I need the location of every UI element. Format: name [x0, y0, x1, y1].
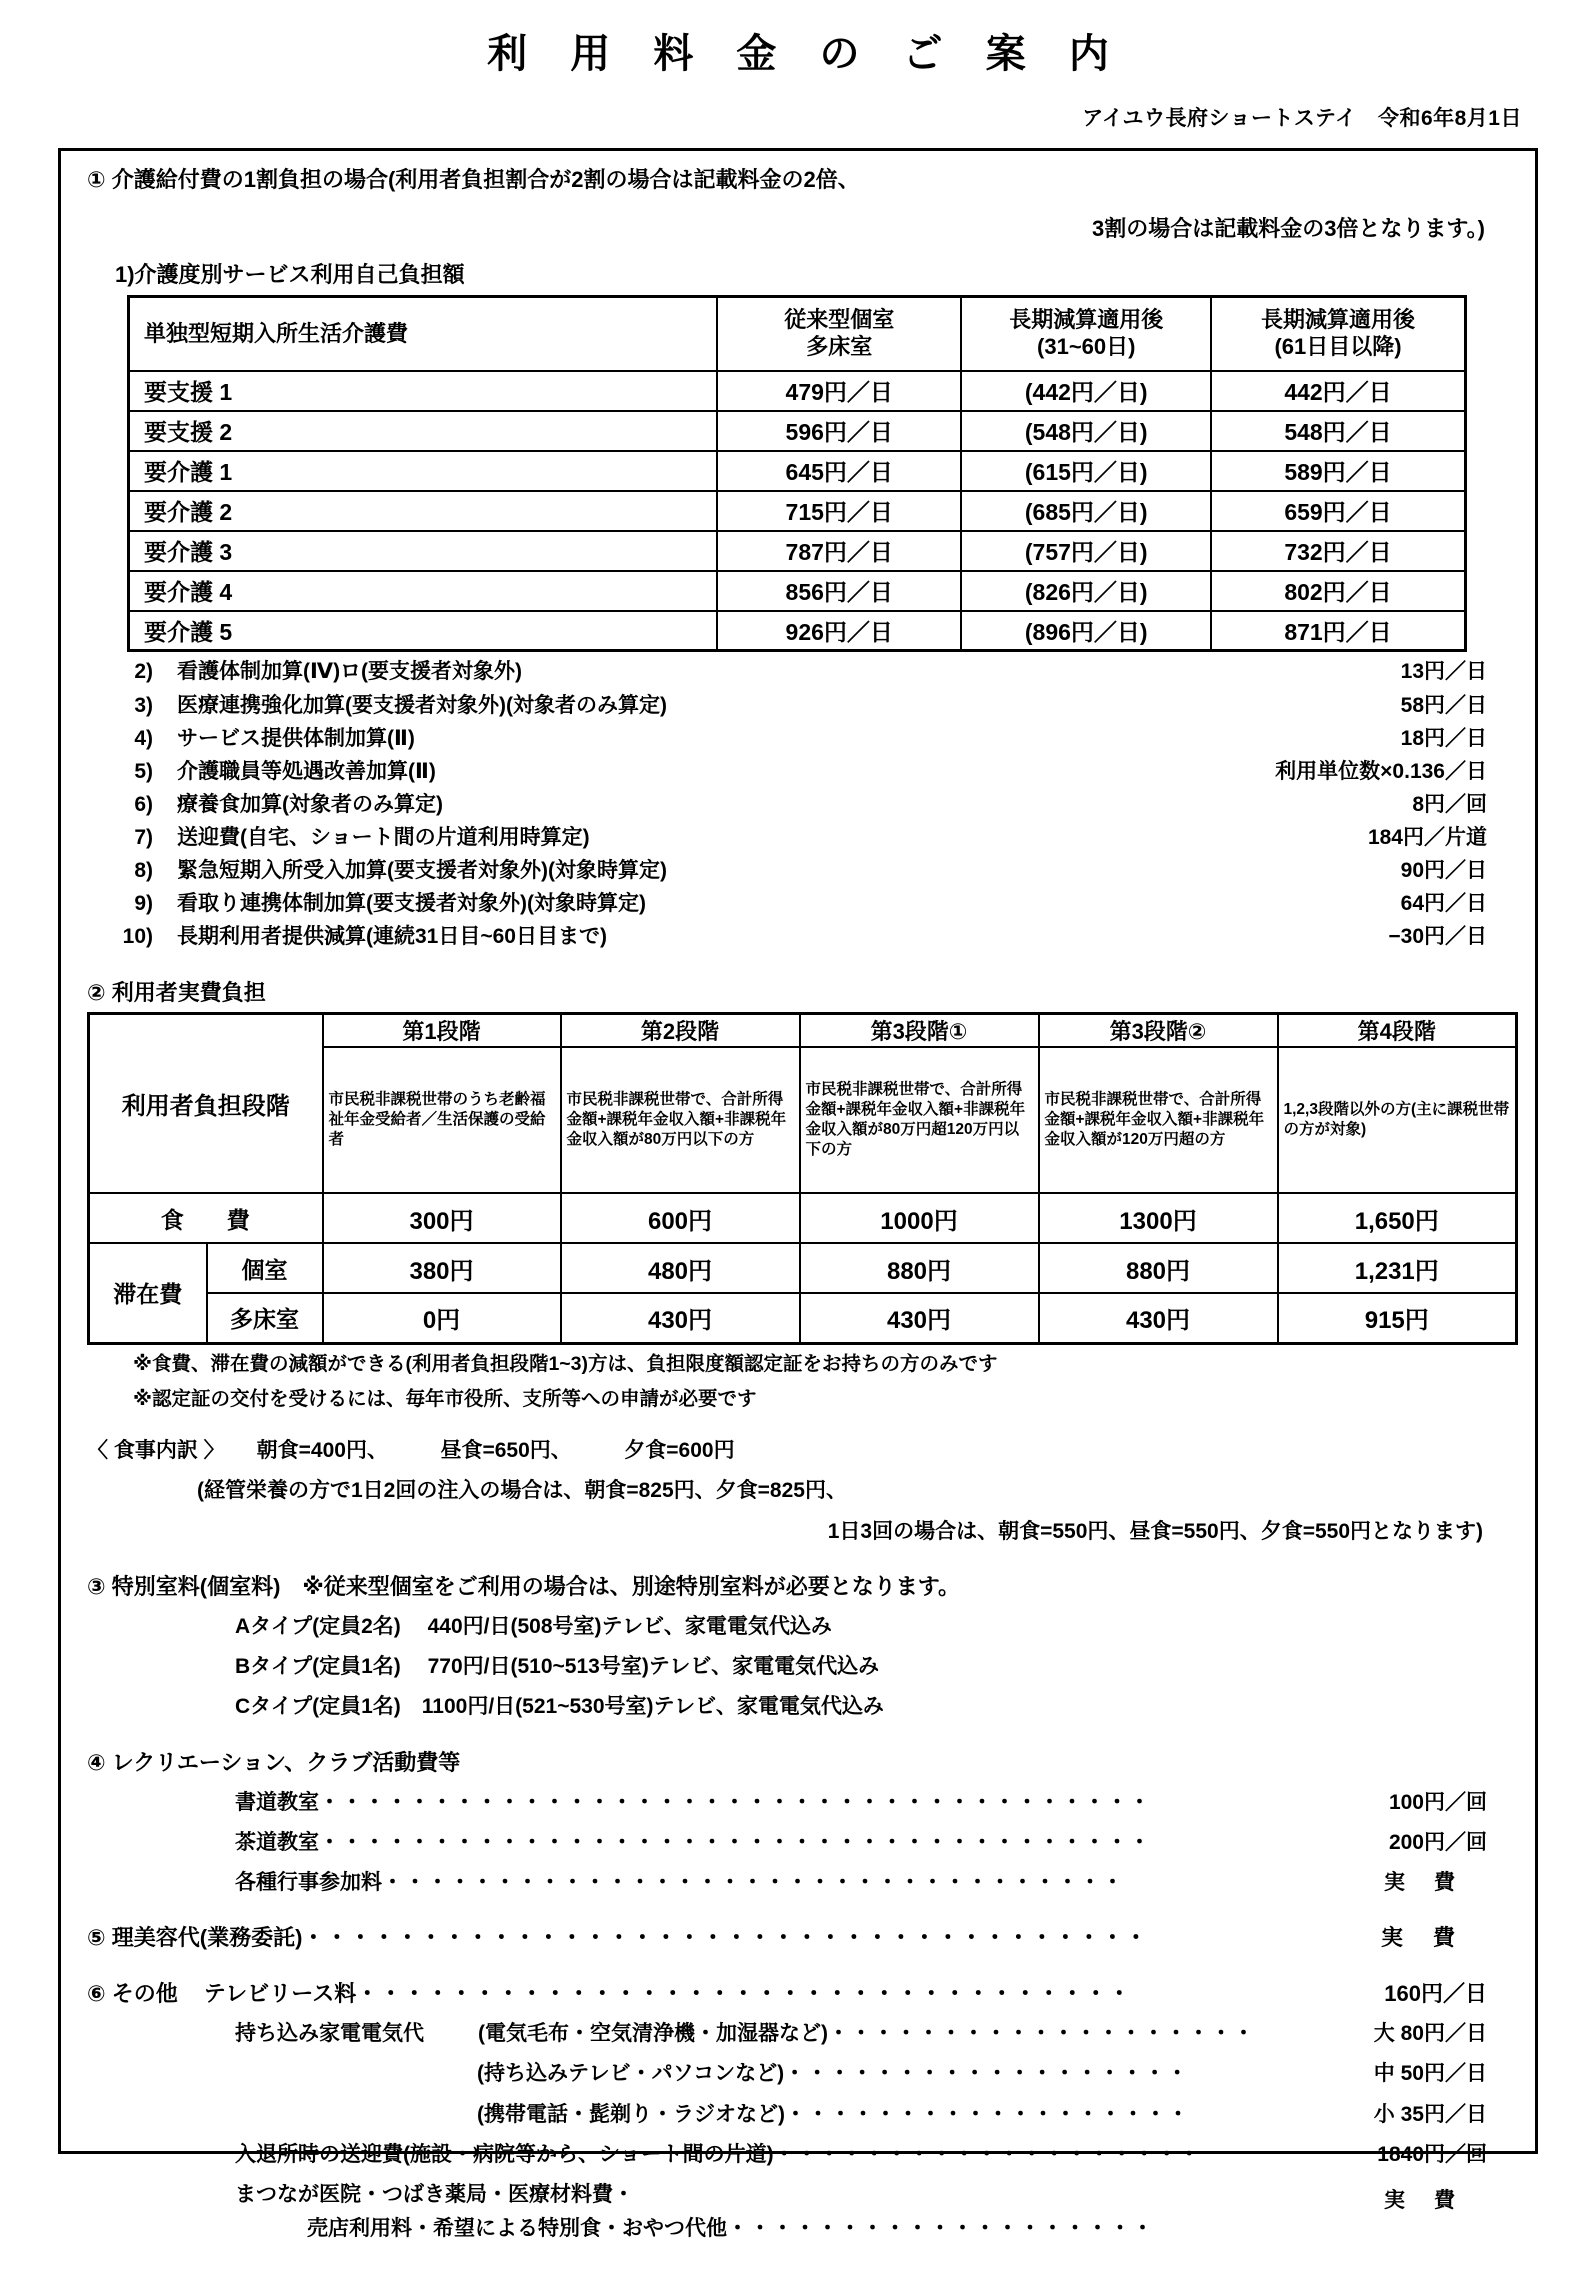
- table-row-shared-room: [89, 1293, 1517, 1343]
- section5-item: [87, 1923, 1509, 1952]
- header-mid-rate-line2: (31~60日): [1037, 334, 1136, 360]
- section1-heading-line2: 3割の場合は記載料金の3倍となります。): [1091, 216, 1485, 242]
- stay-fee-label: 滞在費: [89, 1243, 207, 1343]
- stage-header: 第1段階: [323, 1014, 561, 1048]
- addon-value: 184円／片道: [1367, 826, 1487, 850]
- list-item: [87, 791, 1509, 819]
- row-name: 要支援 2: [129, 411, 717, 451]
- meal-breakdown-title: 〈 食事内訳 〉: [87, 1439, 225, 1463]
- appliance-item: [87, 2101, 1509, 2129]
- row-mid: (685円／日): [961, 491, 1211, 531]
- table-row: [129, 371, 1466, 411]
- section2-note-2: ※認定証の交付を受けるには、毎年市役所、支所等への申請が必要です: [133, 1387, 757, 1410]
- shared-room-value: 430円: [561, 1293, 800, 1343]
- row-mid: (896円／日): [961, 611, 1211, 651]
- row-long: 802円／日: [1211, 571, 1465, 611]
- private-room-label: 個室: [207, 1243, 323, 1293]
- private-room-value: 880円: [800, 1243, 1039, 1293]
- row-name: 要介護 4: [129, 571, 717, 611]
- row-mid: (442円／日): [961, 371, 1211, 411]
- appliance-value: 中 50円／日: [1373, 2062, 1487, 2086]
- table-row: [129, 491, 1466, 531]
- list-item: [87, 725, 1509, 753]
- misc-value: 実 費: [1384, 2188, 1459, 2212]
- stage-description: 市民税非課税世帯で、合計所得金額+課税年金収入額+非課税年金収入額が80万円以下の方: [561, 1047, 800, 1193]
- addon-number: 3): [134, 693, 153, 717]
- misc-label-line2: 売店利用料・希望による特別食・おやつ代他: [307, 2216, 727, 2240]
- section2-heading: ② 利用者実費負担: [87, 979, 266, 1005]
- shared-room-value: 430円: [800, 1293, 1039, 1343]
- facility-and-date: アイユウ長府ショートステイ 令和6年8月1日: [1082, 107, 1522, 130]
- list-item: [87, 692, 1509, 720]
- shared-room-value: 0円: [323, 1293, 561, 1343]
- leader-dots: ・・・・・・・・・・・・・・・・・・・・・・・・・・・・・・・・・: [382, 1871, 1125, 1895]
- stage-description: 市民税非課税世帯で、合計所得金額+課税年金収入額+非課税年金収入額が80万円超120万円以下の方: [800, 1047, 1039, 1193]
- row-mid: (615円／日): [961, 451, 1211, 491]
- addon-label: 長期利用者提供減算(連続31日目~60日目まで): [177, 925, 607, 949]
- private-room-value: 480円: [561, 1243, 800, 1293]
- stage-description: 1,2,3段階以外の方(主に課税世帯の方が対象): [1278, 1047, 1517, 1193]
- addon-number: 10): [122, 925, 153, 949]
- row-long: 732円／日: [1211, 531, 1465, 571]
- leader-dots: ・・・・・・・・・・・・・・・・・・・・・・・・・・・・・・・・・・・・・: [319, 1790, 1152, 1814]
- addon-label: サービス提供体制加算(Ⅱ): [177, 726, 415, 750]
- misc-label-line1: まつなが医院・つばき薬局・医療材料費・: [235, 2182, 634, 2206]
- transport-item: [87, 2141, 1509, 2169]
- section5-value: 実 費: [1380, 1925, 1459, 1951]
- row-base: 479円／日: [717, 371, 961, 411]
- stage-description: 市民税非課税世帯のうち老齢福祉年金受給者／生活保護の受給者: [323, 1047, 561, 1193]
- meal-fee-value: 600円: [561, 1193, 800, 1243]
- addon-label: 送迎費(自宅、ショート間の片道利用時算定): [177, 826, 590, 850]
- activity-item: [87, 1789, 1509, 1817]
- addon-label: 療養食加算(対象者のみ算定): [177, 792, 443, 816]
- addon-number: 6): [134, 792, 153, 816]
- tv-lease-label: テレビリース料: [203, 1980, 357, 2006]
- meal-breakdown-line1: 朝食=400円、 昼食=650円、 夕食=600円: [256, 1439, 735, 1463]
- section1-subheading: 1)介護度別サービス利用自己負担額: [115, 261, 465, 287]
- activity-value: 200円／回: [1388, 1831, 1487, 1855]
- leader-dots: ・・・・・・・・・・・・・・・・・・・・・・・・・・・・・・・・・・・・: [302, 1925, 1149, 1951]
- row-long: 548円／日: [1211, 411, 1465, 451]
- header-base-rate: [717, 297, 961, 371]
- section6-heading: ⑥ その他: [87, 1980, 178, 2006]
- leader-dots: ・・・・・・・・・・・・・・・・・・・: [773, 2142, 1202, 2166]
- addon-number: 4): [134, 726, 153, 750]
- activity-value: 実 費: [1384, 1871, 1459, 1895]
- activity-label: 書道教室: [235, 1790, 319, 1814]
- row-long: 442円／日: [1211, 371, 1465, 411]
- addon-label: 医療連携強化加算(要支援者対象外)(対象者のみ算定): [177, 693, 667, 717]
- shared-room-label: 多床室: [207, 1293, 323, 1343]
- row-base: 856円／日: [717, 571, 961, 611]
- transport-label: 入退所時の送迎費(施設・病院等から、ショート間の片道): [235, 2142, 774, 2166]
- section4-heading: ④ レクリエーション、クラブ活動費等: [87, 1749, 461, 1775]
- appliance-value: 大 80円／日: [1373, 2022, 1487, 2046]
- activity-label: 茶道教室: [235, 1831, 319, 1855]
- addon-label: 緊急短期入所受入加算(要支援者対象外)(対象時算定): [177, 859, 667, 883]
- header-mid-rate-line1: 長期減算適用後: [1009, 307, 1164, 333]
- table-row-meal: [89, 1193, 1517, 1243]
- header-long-rate: [1211, 297, 1465, 371]
- addon-number: 2): [134, 660, 153, 684]
- meal-breakdown: [87, 1437, 1509, 1465]
- table-row-private-room: [89, 1243, 1517, 1293]
- leader-dots: ・・・・・・・・・・・・・・・・・・・・・・・・・・・・・・・・・・・・・: [319, 1831, 1152, 1855]
- table-row: [129, 611, 1466, 651]
- row-base: 715円／日: [717, 491, 961, 531]
- stage-header: 第3段階①: [800, 1014, 1039, 1048]
- corner-label: 利用者負担段階: [89, 1014, 323, 1194]
- row-long: 589円／日: [1211, 451, 1465, 491]
- header-long-rate-line2: (61日目以降): [1274, 334, 1402, 360]
- private-room-value: 880円: [1039, 1243, 1278, 1293]
- addon-value: 90円／日: [1400, 859, 1487, 883]
- row-long: 871円／日: [1211, 611, 1465, 651]
- addon-label: 看護体制加算(Ⅳ)ロ(要支援者対象外): [177, 660, 523, 684]
- meal-fee-value: 1300円: [1039, 1193, 1278, 1243]
- addon-value: 13円／日: [1400, 660, 1487, 684]
- row-long: 659円／日: [1211, 491, 1465, 531]
- addon-value: 58円／日: [1400, 693, 1487, 717]
- meal-breakdown-line3: 1日3回の場合は、朝食=550円、昼食=550円、夕食=550円となります): [827, 1519, 1483, 1543]
- list-item: [87, 824, 1509, 852]
- appliance-item: [87, 2060, 1509, 2088]
- row-base: 926円／日: [717, 611, 961, 651]
- section6-heading-row: [87, 1979, 1509, 2008]
- transport-value: 1840円／回: [1377, 2142, 1487, 2166]
- page-title: 利 用 料 金 の ご 案 内: [487, 32, 1125, 76]
- activity-value: 100円／回: [1388, 1790, 1487, 1814]
- addon-value: 18円／日: [1400, 726, 1487, 750]
- table-row: [129, 451, 1466, 491]
- header-long-rate-line1: 長期減算適用後: [1261, 307, 1416, 333]
- activity-item: [87, 1829, 1509, 1857]
- shared-room-value: 915円: [1278, 1293, 1517, 1343]
- meal-fee-value: 1,650円: [1278, 1193, 1517, 1243]
- header-service-name: 単独型短期入所生活介護費: [129, 297, 717, 371]
- addon-list: [87, 658, 1509, 951]
- list-item: [87, 658, 1509, 686]
- row-base: 645円／日: [717, 451, 961, 491]
- meal-fee-value: 300円: [323, 1193, 561, 1243]
- addon-value: 利用単位数×0.136／日: [1275, 759, 1487, 783]
- addon-value: 64円／日: [1400, 892, 1487, 916]
- section5-label: ⑤ 理美容代(業務委託): [87, 1925, 303, 1951]
- room-type-a: Aタイプ(定員2名) 440円/日(508号室)テレビ、家電電気代込み: [235, 1615, 832, 1639]
- stage-header: 第4段階: [1278, 1014, 1517, 1048]
- row-name: 要介護 1: [129, 451, 717, 491]
- private-room-value: 380円: [323, 1243, 561, 1293]
- meal-breakdown-line2: (経管栄養の方で1日2回の注入の場合は、朝食=825円、夕食=825円、: [197, 1479, 847, 1503]
- list-item: [87, 758, 1509, 786]
- appliance-value: 小 35円／日: [1373, 2102, 1487, 2126]
- list-item: [87, 890, 1509, 918]
- private-room-value: 1,231円: [1278, 1243, 1517, 1293]
- user-expense-table: [87, 1012, 1518, 1345]
- row-mid: (826円／日): [961, 571, 1211, 611]
- addon-number: 7): [134, 826, 153, 850]
- row-mid: (548円／日): [961, 411, 1211, 451]
- appliance-item: [87, 2020, 1509, 2048]
- appliance-label: (電気毛布・空気清浄機・加湿器など): [478, 2022, 828, 2046]
- table-header-row: [129, 297, 1466, 371]
- list-item: [87, 857, 1509, 885]
- table-row: [129, 571, 1466, 611]
- leader-dots: ・・・・・・・・・・・・・・・・・・: [785, 2102, 1190, 2126]
- leader-dots: ・・・・・・・・・・・・・・・・・・・: [828, 2022, 1256, 2046]
- care-level-fee-table: [127, 295, 1467, 652]
- meal-fee-label: 食 費: [89, 1193, 323, 1243]
- stage-header: 第2段階: [561, 1014, 800, 1048]
- addon-number: 5): [134, 759, 153, 783]
- room-type-b: Bタイプ(定員1名) 770円/日(510~513号室)テレビ、家電電気代込み: [235, 1655, 880, 1679]
- addon-label: 介護職員等処遇改善加算(Ⅱ): [177, 759, 436, 783]
- misc-item: [87, 2181, 1509, 2209]
- addon-label: 看取り連携体制加算(要支援者対象外)(対象時算定): [177, 892, 646, 916]
- section1-heading-line1: ① 介護給付費の1割負担の場合(利用者負担割合が2割の場合は記載料金の2倍、: [87, 167, 860, 192]
- addon-value: −30円／日: [1388, 925, 1487, 949]
- appliance-label: (持ち込みテレビ・パソコンなど): [477, 2062, 785, 2086]
- row-name: 要介護 5: [129, 611, 717, 651]
- room-type-c: Cタイプ(定員1名) 1100円/日(521~530号室)テレビ、家電電気代込み: [235, 1695, 884, 1719]
- section3-heading: ③ 特別室料(個室料) ※従来型個室をご利用の場合は、別途特別室料が必要となります。: [87, 1573, 961, 1599]
- appliance-label: (携帯電話・髭剃り・ラジオなど): [477, 2102, 785, 2126]
- header-mid-rate: [961, 297, 1211, 371]
- shared-room-value: 430円: [1039, 1293, 1278, 1343]
- table-row: [129, 531, 1466, 571]
- row-base: 596円／日: [717, 411, 961, 451]
- row-name: 要支援 1: [129, 371, 717, 411]
- addon-number: 9): [134, 892, 153, 916]
- activity-label: 各種行事参加料: [235, 1871, 382, 1895]
- leader-dots: ・・・・・・・・・・・・・・・・・・・: [727, 2216, 1155, 2240]
- addon-number: 8): [134, 859, 153, 883]
- table-stage-header-row: [89, 1014, 1517, 1048]
- leader-dots: ・・・・・・・・・・・・・・・・・・: [784, 2062, 1190, 2086]
- leader-dots: ・・・・・・・・・・・・・・・・・・・・・・・・・・・・・・・・・: [356, 1980, 1132, 2006]
- addon-value: 8円／回: [1412, 792, 1487, 816]
- list-item: [87, 923, 1509, 951]
- activity-item: [87, 1869, 1509, 1897]
- table-row: [129, 411, 1466, 451]
- header-base-rate-line1: 従来型個室: [784, 307, 895, 333]
- row-name: 要介護 2: [129, 491, 717, 531]
- stage-header: 第3段階②: [1039, 1014, 1278, 1048]
- meal-fee-value: 1000円: [800, 1193, 1039, 1243]
- row-name: 要介護 3: [129, 531, 717, 571]
- header-base-rate-line2: 多床室: [806, 334, 873, 360]
- appliance-group-label: 持ち込み家電電気代: [235, 2022, 424, 2046]
- document-frame: [58, 148, 1538, 2240]
- tv-lease-value: 160円／日: [1384, 1980, 1487, 2006]
- stage-description: 市民税非課税世帯で、合計所得金額+課税年金収入額+非課税年金収入額が120万円超の方: [1039, 1047, 1278, 1193]
- row-base: 787円／日: [717, 531, 961, 571]
- section2-note-1: ※食費、滞在費の減額ができる(利用者負担段階1~3)方は、負担限度額認定証をお持ちの方のみです: [133, 1352, 998, 1375]
- row-mid: (757円／日): [961, 531, 1211, 571]
